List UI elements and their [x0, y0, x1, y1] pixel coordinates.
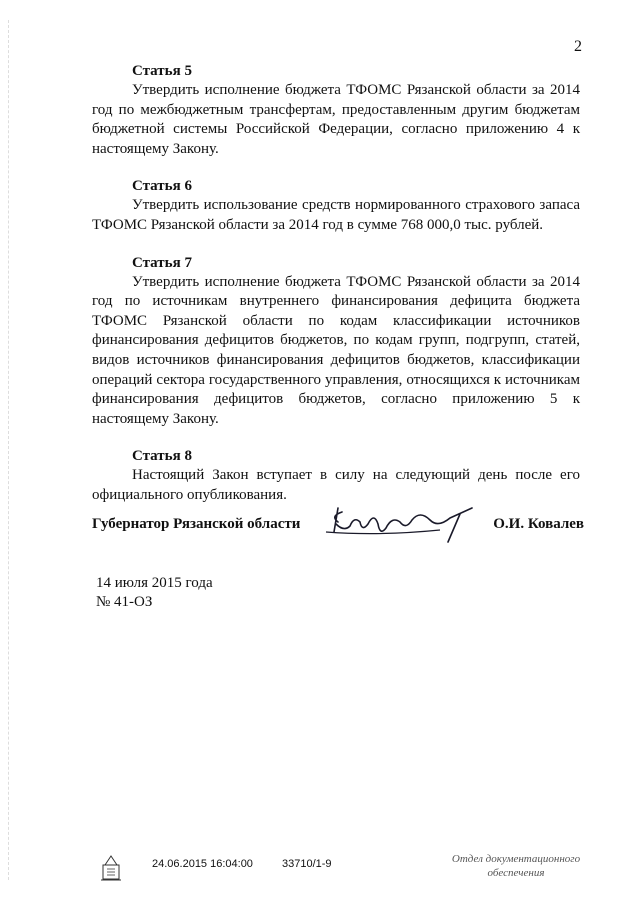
article-title: Статья 7 [132, 254, 192, 271]
emblem-icon [100, 853, 122, 883]
date-block [96, 574, 213, 612]
law-number: № 41-ОЗ [96, 594, 153, 610]
article-8 [92, 447, 580, 505]
signatory-name: О.И. Ковалев [493, 516, 584, 532]
handwritten-signature [320, 502, 480, 546]
document-body [92, 62, 580, 524]
article-7 [92, 254, 580, 430]
article-text: Утвердить исполнение бюджета ТФОМС Рязанской области за 2014 год по источникам внутреннего финансирования дефицита бюджета ТФОМС Рязанской области по кодам классификации источников финансирования дефицитов бюджетов, по кодам групп, подгрупп, статей, видов источников финансирования дефицитов бюджетов, классификации операций сектора государственного управления, относящихся к источникам финансирования дефицитов бюджетов, согласно приложению 5 к настоящему Закону. [92, 273, 580, 427]
article-text: Утвердить использование средств нормированного страхового запаса ТФОМС Рязанской области за 2014 год в сумме 768 000,0 тыс. рублей. [92, 197, 580, 233]
signatory-position: Губернатор Рязанской области [92, 516, 301, 532]
footer-timestamp: 24.06.2015 16:04:00 [152, 858, 253, 870]
signature-row [92, 508, 584, 548]
article-text: Утвердить исполнение бюджета ТФОМС Рязанской области за 2014 год по межбюджетным трансфертам, предоставленным другим бюджетам бюджетной системы Российской Федерации, согласно приложению 4 к настоящему Закону. [92, 82, 580, 157]
law-date: 14 июля 2015 года [96, 575, 213, 591]
page-number: 2 [574, 38, 582, 55]
stamp-line-1: Отдел документационного [451, 853, 581, 865]
article-text: Настоящий Закон вступает в силу на следующий день после его официального опубликования. [92, 467, 580, 503]
article-5 [92, 62, 580, 159]
article-title: Статья 5 [132, 63, 192, 79]
article-6 [92, 177, 580, 235]
scan-edge-marks [8, 20, 10, 880]
footer-code: 33710/1-9 [282, 858, 332, 870]
article-title: Статья 6 [132, 178, 192, 195]
article-title: Статья 8 [132, 448, 192, 465]
department-stamp [446, 852, 586, 880]
stamp-line-2: обеспечения [487, 867, 545, 879]
